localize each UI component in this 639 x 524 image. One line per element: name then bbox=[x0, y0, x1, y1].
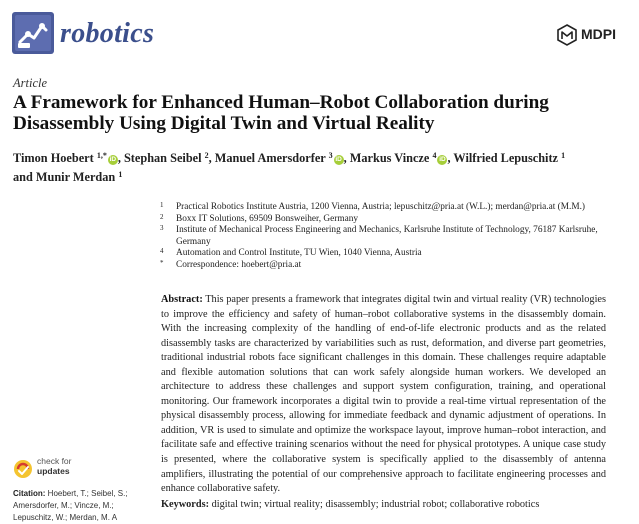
abstract-text: This paper presents a framework that integrates digital twin and virtual reality (VR) technologies to improve the efficiency and safety of human–robot collaborative systems in the disassembly domain. With the increasing complexity of the handling of end-of-life electronic products and as the related disassembly tasks are characterized by variabilities such as rust, deformation, and diverse part geometries, traditional industrial robots face significant challenges in this domain. These challenges require adaptable and flexible automation solutions that can work safely alongside human workers. We developed an architecture to address these challenges and support system configuration, training, and operational monitoring. Our framework incorporates a digital twin to provide a real-time virtual representation of the physical disassembly process, allowing for immediate feedback and dynamic adjustment of operations. In addition, VR is used to simulate and optimize the workspace layout, improve human–robot interaction, and facilitate safe and effective training scenarios without the need for physical prototypes. A unique case study is presented, where the collaborative system is specifically applied to the disassembly of antenna amplifiers, illustrating the potential of our comprehensive approach to facilitate engineering processes and enhance collaborative safety. bbox=[161, 294, 607, 495]
affiliation-item bbox=[160, 248, 630, 260]
keywords-label: Keywords: bbox=[161, 499, 210, 510]
article-type: Article bbox=[13, 76, 48, 90]
keywords bbox=[161, 498, 621, 512]
author-name[interactable]: Timon Hoebert bbox=[13, 151, 94, 165]
author-name[interactable]: Wilfried Lepuschitz bbox=[453, 151, 559, 165]
check-updates-label bbox=[37, 457, 72, 476]
abstract-label: Abstract: bbox=[161, 294, 203, 305]
citation-label: Citation: bbox=[13, 489, 46, 498]
affiliation-item bbox=[160, 202, 630, 214]
affiliation-number: 2 bbox=[160, 212, 164, 221]
affiliation-number: * bbox=[160, 258, 164, 267]
affiliation-number: 4 bbox=[160, 247, 164, 256]
journal-logo bbox=[12, 12, 54, 54]
affiliation-number: 1 bbox=[160, 201, 164, 209]
author-separator: , bbox=[117, 151, 124, 165]
abstract bbox=[161, 293, 606, 497]
citation bbox=[13, 488, 148, 524]
author-name[interactable]: and Munir Merdan bbox=[13, 169, 116, 184]
affiliation-item bbox=[160, 225, 630, 248]
author-affiliation-marker: 2 bbox=[204, 151, 209, 160]
author-affiliation-marker: 1 bbox=[118, 169, 123, 179]
citation-text: Hoebert, T.; Seibel, S.; Amersdorfer, M.; Vincze, M.; Lepuschitz, W.; Merdan, M. A bbox=[13, 489, 128, 522]
author-separator: , bbox=[343, 151, 350, 165]
author-separator: , bbox=[447, 151, 454, 165]
journal-name: robotics bbox=[60, 18, 155, 49]
orcid-icon[interactable]: iD bbox=[335, 156, 342, 163]
publisher-name: MDPI bbox=[581, 26, 616, 42]
affiliation-text: Practical Robotics Institute Austria, 1200 Vienna, Austria; lepuschitz@pria.at (W.L.); merdan@pria.at (M.M.) bbox=[176, 202, 586, 212]
affiliation-text: Institute of Mechanical Process Engineering and Mechanics, Karlsruhe Institute of Technology, 76187 Karlsruhe, Germany bbox=[176, 225, 598, 247]
check-updates-line2: updates bbox=[37, 465, 70, 476]
affiliation-number: 3 bbox=[160, 224, 164, 233]
orcid-icon[interactable]: iD bbox=[109, 156, 117, 163]
author-affiliation-marker: 1 bbox=[561, 151, 566, 160]
publisher-logo-icon bbox=[556, 24, 578, 51]
affiliation-item bbox=[160, 260, 630, 272]
author-name[interactable]: Manuel Amersdorfer bbox=[214, 151, 326, 165]
author-affiliation-marker: 3 bbox=[328, 151, 333, 160]
author-affiliation-marker: 4 bbox=[432, 151, 437, 160]
author-name[interactable]: Stephan Seibel bbox=[123, 151, 202, 165]
keywords-text: digital twin; virtual reality; disassembly; industrial robot; collaborative robotics bbox=[211, 499, 540, 510]
article-title: A Framework for Enhanced Human–Robot Collaboration during Disassembly Using Digital Twin and Virtual Reality bbox=[13, 92, 549, 134]
affiliation-item bbox=[160, 214, 630, 226]
check-updates-icon bbox=[13, 459, 33, 479]
check-updates-line1: check for bbox=[37, 456, 72, 466]
affiliation-text: Automation and Control Institute, TU Wien, 1040 Vienna, Austria bbox=[176, 248, 422, 259]
author-separator: , bbox=[208, 151, 215, 165]
affiliation-text: Boxx IT Solutions, 69509 Bonsweiher, Germany bbox=[176, 213, 359, 224]
affiliation-text: Correspondence: hoebert@pria.at bbox=[176, 259, 302, 270]
affiliation-list bbox=[160, 202, 630, 272]
orcid-icon[interactable]: iD bbox=[439, 156, 446, 163]
author-affiliation-marker: 1,* bbox=[96, 151, 107, 160]
author-list bbox=[13, 148, 628, 185]
author-name[interactable]: Markus Vincze bbox=[349, 151, 430, 165]
